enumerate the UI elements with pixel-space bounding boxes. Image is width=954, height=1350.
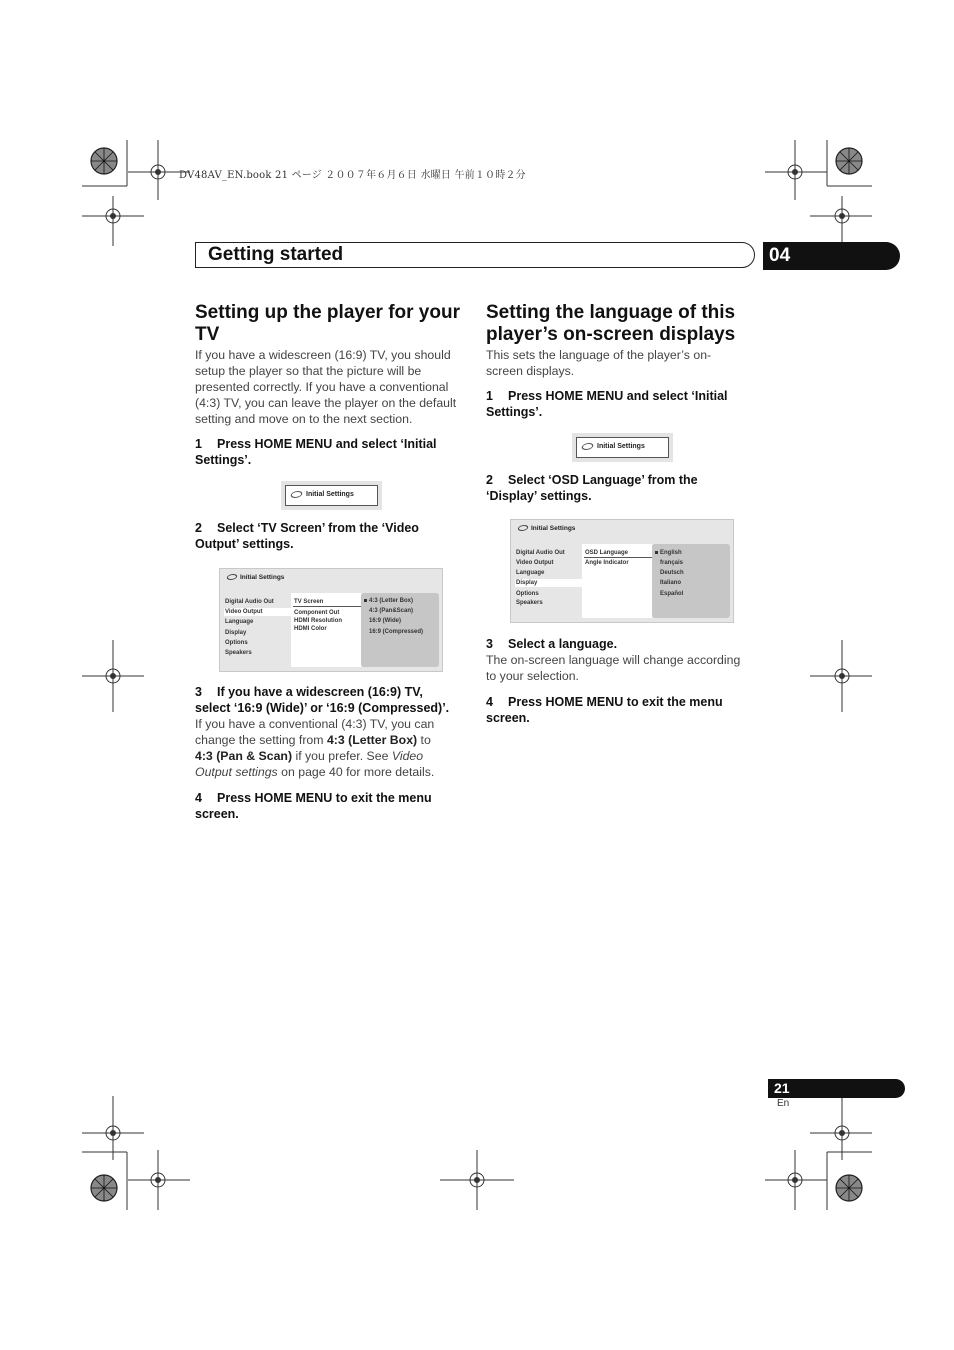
menu-item-selected: Video Output xyxy=(224,608,292,616)
body-line: to your selection. xyxy=(486,669,579,683)
submenu-item: HDMI Resolution xyxy=(294,618,342,624)
right-step-1 xyxy=(486,388,728,420)
initial-settings-label: Initial Settings xyxy=(306,491,354,498)
step-text: Press HOME MENU and select ‘Initial xyxy=(217,437,437,451)
submenu-item-selected: OSD Language xyxy=(585,550,629,556)
left-intro-line: If you have a widescreen (16:9) TV, you should xyxy=(195,348,451,362)
initial-settings-box-frame xyxy=(285,485,378,506)
right-step-2 xyxy=(486,472,698,504)
option-label: 4:3 (Letter Box) xyxy=(369,598,414,604)
right-heading-line2: player’s on-screen displays xyxy=(486,324,736,345)
body-line: The on-screen language will change according xyxy=(486,653,741,667)
selection-underline xyxy=(293,606,361,607)
step-text: select ‘16:9 (Wide)’ or ‘16:9 (Compressed)’. xyxy=(195,701,450,715)
step-text: If you have a widescreen (16:9) TV, xyxy=(217,685,423,699)
menu-item: Options xyxy=(516,591,539,597)
body-bold: 4:3 (Pan & Scan) xyxy=(195,749,293,763)
submenu-item: Component Out xyxy=(294,610,340,616)
submenu-item: HDMI Color xyxy=(294,626,327,632)
option: Español xyxy=(660,591,684,597)
left-step-3-body xyxy=(195,716,475,780)
right-intro-line: screen displays. xyxy=(486,364,575,378)
body-italic: Output settings xyxy=(195,765,278,779)
step-number: 3 xyxy=(486,637,493,651)
option: 16:9 (Wide) xyxy=(369,618,401,624)
step-text: Settings’. xyxy=(486,405,543,419)
option: Italiano xyxy=(660,580,682,586)
left-step-3 xyxy=(195,684,449,716)
initial-settings-box-left xyxy=(281,481,382,510)
chapter-tab xyxy=(763,242,900,270)
initial-settings-label: Initial Settings xyxy=(597,443,645,450)
section-title: Getting started xyxy=(208,244,344,265)
step-text: Settings’. xyxy=(195,453,252,467)
right-heading xyxy=(486,302,735,346)
step-number: 2 xyxy=(195,521,202,535)
step-text: screen. xyxy=(195,807,239,821)
left-intro-line: presented correctly. If you have a conventional xyxy=(195,380,449,394)
right-step-3 xyxy=(486,636,617,652)
option: français xyxy=(660,560,684,566)
option: 16:9 (Compressed) xyxy=(369,629,424,635)
menu-item: Speakers xyxy=(225,650,252,656)
initial-settings-box-frame xyxy=(576,437,669,458)
right-heading-line1: Setting the language of this xyxy=(486,302,736,323)
body-line: If you have a conventional (4:3) TV, you can xyxy=(195,717,435,731)
step-number: 2 xyxy=(486,473,493,487)
disc-icon xyxy=(580,443,594,450)
left-intro-line: setup the player so that the picture will be xyxy=(195,364,422,378)
submenu-item-selected: TV Screen xyxy=(294,599,324,605)
print-slug: DV48AV_EN.book 21 ページ ２００７年６月６日 水曜日 午前１０時２分 xyxy=(179,170,526,181)
chapter-number: 04 xyxy=(769,245,791,266)
display-screen xyxy=(510,519,734,623)
menu-item: Speakers xyxy=(516,600,543,606)
disc-icon xyxy=(226,574,239,580)
option-label: English xyxy=(660,550,682,556)
screen-title: Initial Settings xyxy=(240,574,285,581)
body-line xyxy=(195,764,475,780)
left-intro-line: setting and move on to the next section. xyxy=(195,412,413,426)
step-text: Press HOME MENU and select ‘Initial xyxy=(508,389,728,403)
body-line xyxy=(195,732,475,748)
left-intro xyxy=(195,347,470,427)
option: 4:3 (Pan&Scan) xyxy=(369,608,414,614)
step-text: Select ‘TV Screen’ from the ‘Video xyxy=(217,521,419,535)
left-step-1 xyxy=(195,436,437,468)
left-step-4 xyxy=(195,790,432,822)
page-number: 21 xyxy=(774,1080,790,1096)
screen-title: Initial Settings xyxy=(531,525,576,532)
body-line xyxy=(195,748,475,764)
option: Deutsch xyxy=(660,570,684,576)
menu-item: Options xyxy=(225,640,248,646)
step-number: 4 xyxy=(486,695,493,709)
right-step-4 xyxy=(486,694,723,726)
left-heading-line1: Setting up the player for your xyxy=(195,302,460,323)
body-italic: Video xyxy=(391,749,424,763)
step-text: Select a language. xyxy=(508,637,618,651)
left-heading-line2: TV xyxy=(195,324,220,345)
step-number: 4 xyxy=(195,791,202,805)
disc-icon xyxy=(289,491,303,498)
step-text: Press HOME MENU to exit the menu xyxy=(217,791,432,805)
step-number: 1 xyxy=(195,437,202,451)
right-step-3-body xyxy=(486,652,766,684)
initial-settings-box-right xyxy=(572,433,673,462)
submenu-item: Angle Indicator xyxy=(585,560,629,566)
body-text: if you prefer. See xyxy=(292,749,392,763)
step-text: screen. xyxy=(486,711,530,725)
bullet-icon xyxy=(655,551,658,554)
video-output-screen xyxy=(219,568,443,672)
body-text: change the setting from xyxy=(195,733,327,747)
step-number: 3 xyxy=(195,685,202,699)
bullet-icon xyxy=(364,599,367,602)
menu-item: Video Output xyxy=(516,560,554,566)
right-intro-line: This sets the language of the player’s on- xyxy=(486,348,712,362)
right-intro xyxy=(486,347,766,379)
body-text: to xyxy=(417,733,431,747)
step-text: Select ‘OSD Language’ from the xyxy=(508,473,698,487)
menu-item: Language xyxy=(225,619,254,625)
menu-item: Digital Audio Out xyxy=(225,599,274,605)
step-number: 1 xyxy=(486,389,493,403)
step-text: ‘Display’ settings. xyxy=(486,489,592,503)
body-text: on page 40 for more details. xyxy=(277,765,435,779)
step-text: Output’ settings. xyxy=(195,537,294,551)
selection-underline xyxy=(584,557,652,558)
menu-item: Digital Audio Out xyxy=(516,550,565,556)
menu-item: Display xyxy=(225,630,247,636)
step-text: Press HOME MENU to exit the menu xyxy=(508,695,723,709)
left-step-2 xyxy=(195,520,419,552)
left-intro-line: (4:3) TV, you can leave the player on the default xyxy=(195,396,457,410)
option-selected xyxy=(655,549,682,557)
page-language: En xyxy=(777,1098,790,1109)
option-selected xyxy=(364,597,413,605)
page-number-tab xyxy=(768,1079,905,1098)
left-heading xyxy=(195,302,460,346)
disc-icon xyxy=(517,525,530,531)
menu-item: Language xyxy=(516,570,545,576)
menu-item-selected: Display xyxy=(515,579,583,587)
body-bold: 4:3 (Letter Box) xyxy=(326,733,418,747)
